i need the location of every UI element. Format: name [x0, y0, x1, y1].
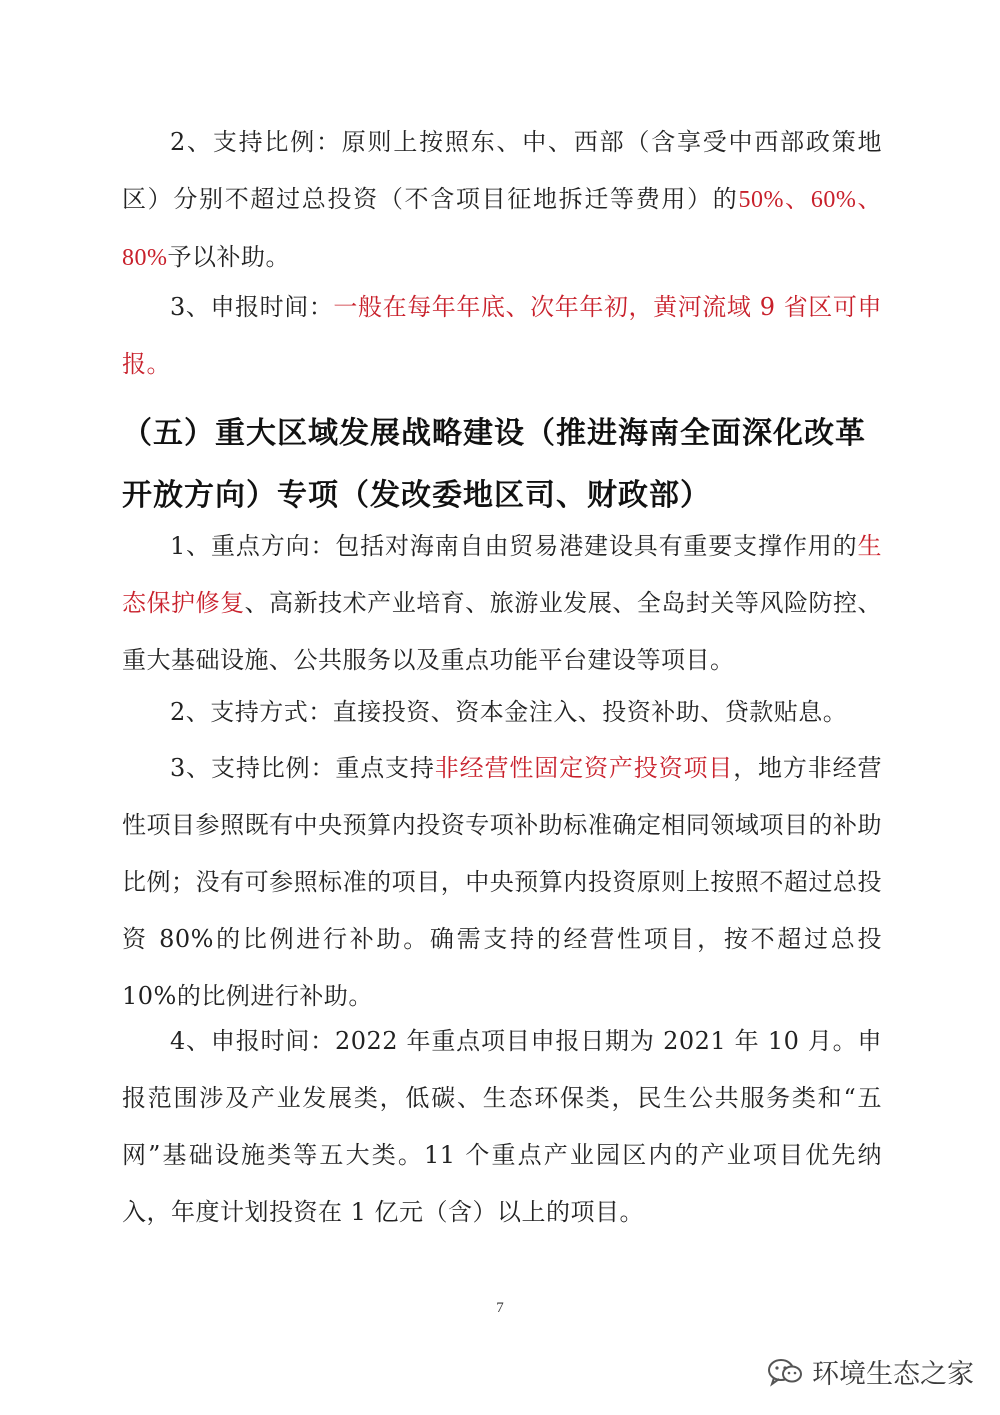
ratio2-highlight: 非经营性固定资产投资项目 — [434, 754, 734, 782]
wechat-icon — [766, 1357, 804, 1387]
ratio-text: 2、支持比例：原则上按照东、中、西部（含享受中西部政策地区）分别不超过总投资（不含项目征地拆迁等费用）的 — [122, 128, 882, 213]
direction-rest: 、高新技术产业培育、旅游业发展、全岛封关等风险防控、重大基础设施、公共服务以及重点功能平台建设等项目。 — [122, 589, 883, 674]
paragraph-support-ratio — [122, 114, 882, 287]
paragraph-support-mode — [122, 684, 882, 741]
watermark-text: 环境生态之家 — [812, 1359, 974, 1390]
paragraph-support-ratio-2 — [122, 740, 882, 1025]
apply-time2-text: 4、申报时间：2022 年重点项目申报日期为 2021 年 10 月。申报范围涉及产业发展类，低碳、生态环保类，民生公共服务类和“五网”基础设施类等五大类。11 个重点产业园区内的产业项目优先纳入，年度计划投资在 1 亿元（含）以上的项目。 — [122, 1027, 882, 1226]
support-mode-text: 2、支持方式：直接投资、资本金注入、投资补助、贷款贴息。 — [170, 698, 848, 726]
page-number: 7 — [496, 1300, 504, 1316]
paragraph-apply-time-2 — [122, 1013, 882, 1241]
paragraph-key-direction — [122, 518, 882, 689]
apply-time-value: 一般在每年年底、次年年初，黄河流域 9 省区可申报。 — [122, 293, 882, 378]
paragraph-apply-time — [122, 279, 882, 393]
ratio2-text: 3、支持比例：重点支持 — [170, 754, 435, 782]
ratio-percentages: 50%、60%、80% — [122, 187, 883, 271]
section-heading: （五）重大区域发展战略建设（推进海南全面深化改革开放方向）专项（发改委地区司、财政部） — [122, 416, 866, 513]
watermark — [766, 1352, 974, 1391]
ratio2-rest: ，地方非经营性项目参照既有中央预算内投资专项补助标准确定相同领域项目的补助比例；没有可参照标准的项目，中央预算内投资原则上按照不超过总投资 80%的比例进行补助。确需支持的经营性项目，按不超过总投 10%的比例进行补助。 — [122, 754, 883, 1010]
ratio-end: 予以补助。 — [167, 243, 290, 271]
apply-time-label: 3、申报时间： — [170, 293, 334, 321]
direction-highlight: 生态保护修复 — [122, 532, 882, 617]
direction-text: 1、重点方向：包括对海南自由贸易港建设具有重要支撑作用的 — [170, 532, 858, 560]
